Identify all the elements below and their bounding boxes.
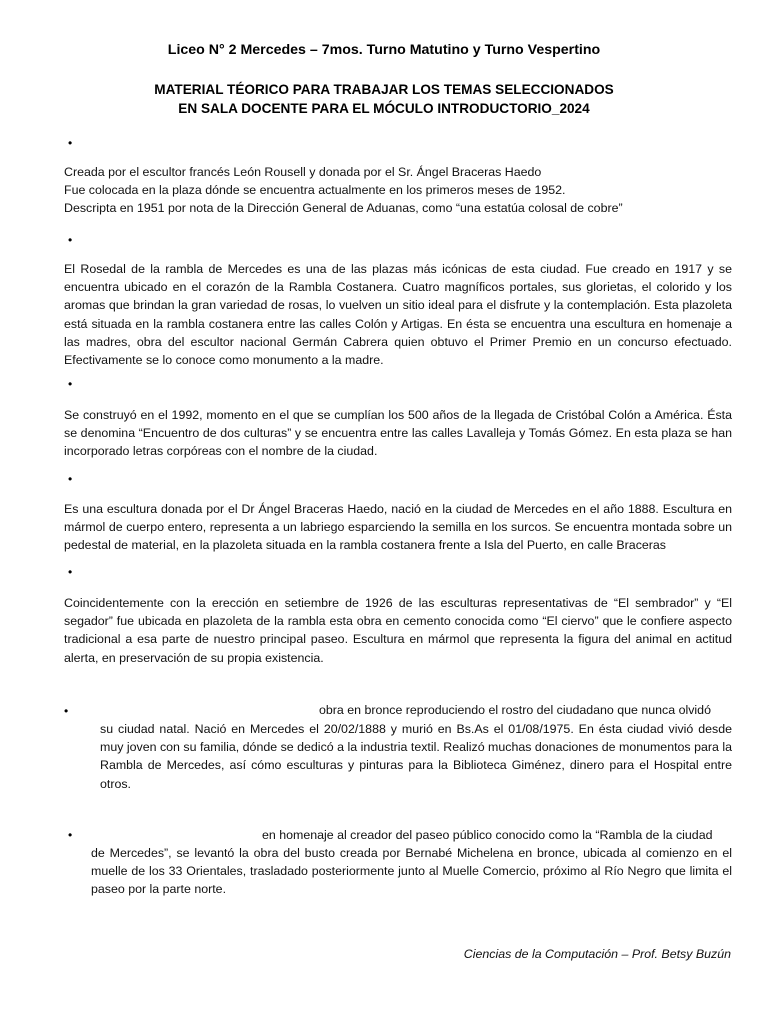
section-7-lead-line: en homenaje al creador del paseo público conocido como la “Rambla de la ciudad [262, 828, 713, 842]
section-1-line-3: Descripta en 1951 por nota de la Dirección General de Aduanas, como “una estatúa colosal de cobre” [64, 201, 623, 216]
document-footer: Ciencias de la Computación – Prof. Betsy Buzún [463, 947, 731, 961]
section-2-paragraph: El Rosedal de la rambla de Mercedes es una de las plazas más icónicas de esta ciudad. Fue creado en 1917 y se encuentra ubicado en el corazón de la Rambla Costanera. Cuatro magníficos portales, sus glorietas, el colorido y los aromas que brindan la gran variedad de rosas, lo vuelven un sitio ideal para el disfrute y la contemplación. Esta plazoleta está situada en la rambla costanera entre las calles Colón y Artigas. En ésta se encuentra una escultura en homenaje a las madres, obra del escultor nacional Germán Cabrera quien obtuvo el Primer Premio en un concurso efectuado. Efectivamente se lo conoce como monumento a la madre. [64, 262, 732, 368]
bullet-icon: • [68, 828, 73, 842]
section-3-paragraph: Se construyó en el 1992, momento en el que se cumplían los 500 años de la llegada de Cristóbal Colón a América. Ésta se denomina “Encuentro de dos culturas” y se encuentra entre las calles Lavalleja y Tomás Gómez. En esta plaza se han incorporado letras corpóreas con el nombre de la ciudad. [64, 408, 732, 459]
bullet-icon: • [68, 233, 73, 247]
bullet-icon: • [68, 377, 73, 391]
bullet-icon: • [64, 704, 69, 718]
document-subtitle [0, 80, 768, 118]
document-title: Liceo N° 2 Mercedes – 7mos. Turno Matutino y Turno Vespertino [167, 42, 601, 58]
section-1-line-2: Fue colocada en la plaza dónde se encuentra actualmente en los primeros meses de 1952. [64, 183, 566, 198]
section-5-paragraph: Coincidentemente con la erección en setiembre de 1926 de las esculturas representativas de “El sembrador” y “El segador” fue ubicada en plazoleta de la rambla esta obra en cemento conocida como “El ciervo” que le confiere aspecto tradicional a esa parte de nuestro principal paseo. Escultura en mármol que representa la figura del animal en actitud alerta, en preservación de su propia existencia. [64, 596, 732, 665]
section-6-lead-line: obra en bronce reproduciendo el rostro del ciudadano que nunca olvidó [319, 703, 711, 717]
bullet-icon: • [68, 565, 73, 579]
section-1-paragraph [64, 163, 732, 218]
section-6-paragraph: su ciudad natal. Nació en Mercedes el 20/02/1888 y murió en Bs.As el 01/08/1975. En ésta ciudad vivió desde muy joven con su familia, dónde se dedicó a la industria textil. Realizó muchas donaciones de monumentos para la Rambla de Mercedes, así cómo esculturas y pinturas para la Biblioteca Giménez, dinero para el Hospital entre otros. [100, 722, 732, 791]
subtitle-line-2: EN SALA DOCENTE PARA EL MÓCULO INTRODUCTORIO_2024 [178, 101, 590, 116]
subtitle-line-1: MATERIAL TÉORICO PARA TRABAJAR LOS TEMAS SELECCIONADOS [154, 82, 614, 97]
section-4-paragraph: Es una escultura donada por el Dr Ángel Braceras Haedo, nació en la ciudad de Mercedes en el año 1888. Escultura en mármol de cuerpo entero, representa a un labriego esparciendo la semilla en los surcos. Se encuentra montada sobre un pedestal de material, en la plazoleta situada en la rambla costanera frente a Isla del Puerto, en calle Braceras [64, 502, 732, 553]
bullet-icon: • [68, 472, 73, 486]
section-7-paragraph: de Mercedes”, se levantó la obra del busto creada por Bernabé Michelena en bronce, ubicada al comienzo en el muelle de los 33 Orientales, trasladado posteriormente junto al Muelle Comercio, próximo al Río Negro que limita el paseo por la parte norte. [91, 846, 732, 897]
section-1-line-1: Creada por el escultor francés León Rousell y donada por el Sr. Ángel Braceras Haedo [64, 165, 542, 179]
bullet-icon: • [68, 136, 73, 150]
